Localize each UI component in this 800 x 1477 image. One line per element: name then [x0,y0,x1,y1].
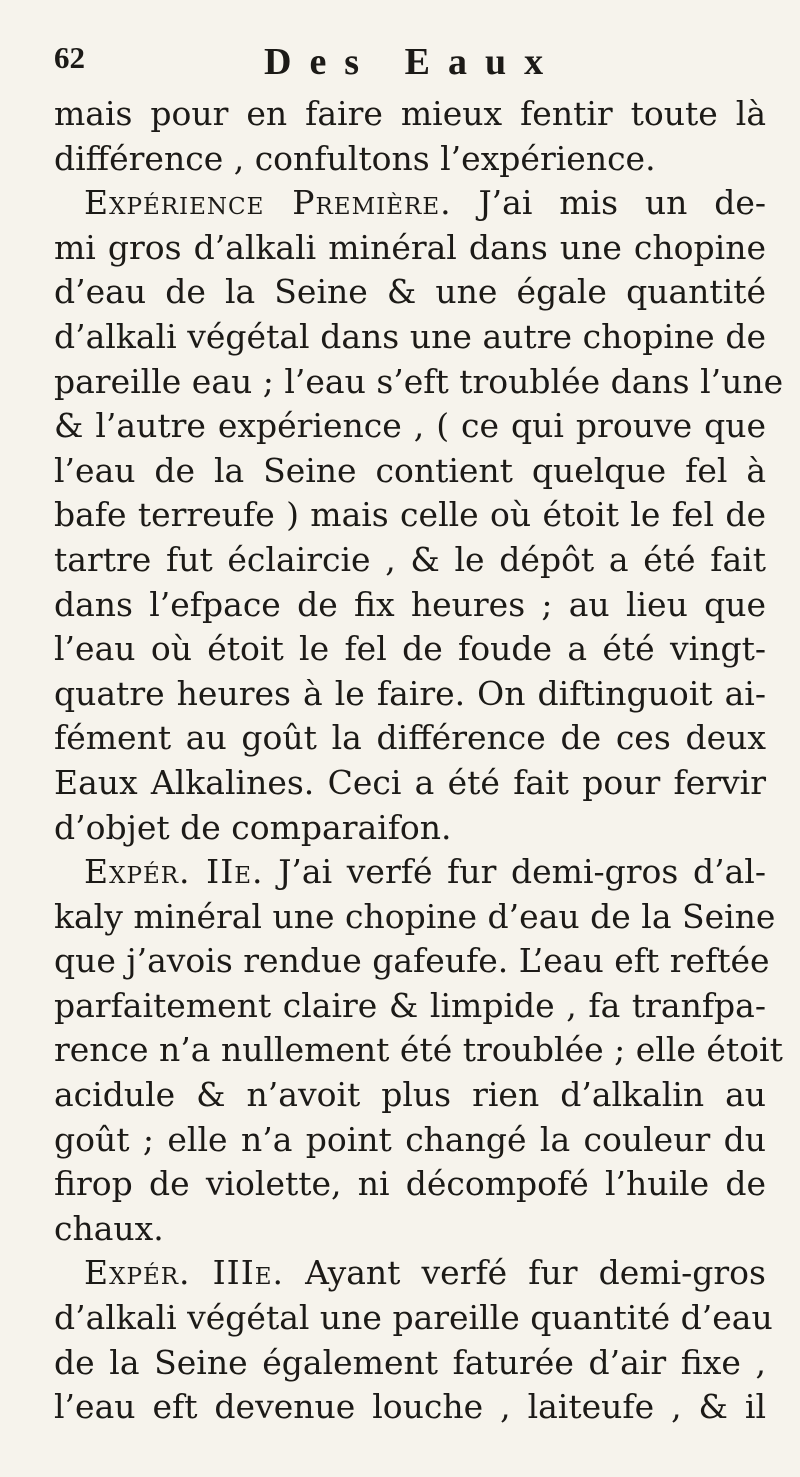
text-line: Expér. IIIe. Ayant verfé fur demi-gros [84,1253,766,1293]
text-line: fément au goût la différence de ces deux [54,718,766,758]
text-line: Expérience Première. J’ai mis un de- [84,183,766,223]
page-number: 62 [54,40,85,75]
text-line: parfaitement claire & limpide , fa tranfpa- [54,985,766,1025]
text-line: l’eau où étoit le fel de foude a été vingt- [54,629,766,669]
text-line: acidule & n’avoit plus rien d’alkalin au [54,1075,766,1115]
running-title: Des Eaux [264,41,562,83]
text-line: mi gros d’alkali minéral dans une chopine [54,227,766,267]
text-line: d’alkali végétal dans une autre chopine de [54,316,766,356]
experiment-heading: Expérience Première. [84,183,452,223]
text-line: dans l’efpace de fix heures ; au lieu que [54,584,766,624]
text-line: différence , confultons l’expérience. [54,138,656,178]
text-line: tartre fut éclaircie , & le dépôt a été fait [54,539,766,579]
text-line: de la Seine également faturée d’air fixe , [54,1342,766,1382]
text-line: l’eau de la Seine contient quelque fel à [54,450,766,490]
text-line: quatre heures à le faire. On diftinguoit ai- [54,673,766,713]
text-line: chaux. [54,1208,164,1248]
text-line: d’objet de comparaifon. [54,807,452,847]
page-header [54,40,760,90]
text-line: Eaux Alkalines. Ceci a été fait pour fervir [54,762,766,802]
text-line: mais pour en faire mieux fentir toute là [54,94,766,133]
body-text [54,92,784,1430]
text-line: firop de violette, ni décompofé l’huile de [54,1164,766,1204]
text-line: kaly minéral une chopine d’eau de la Seine [54,896,776,936]
text-line: pareille eau ; l’eau s’eft troublée dans l’une [54,361,784,401]
text-line: bafe terreufe ) mais celle où étoit le fel de [54,495,766,535]
text-line: Expér. IIe. J’ai verfé fur demi-gros d’al- [84,852,766,892]
text-line: d’eau de la Seine & une égale quantité [54,272,766,312]
experiment-heading: Expér. IIIe. [84,1253,285,1293]
text-line: & l’autre expérience , ( ce qui prouve que [54,406,766,446]
text-line: que j’avois rendue gafeufe. L’eau eft reftée [54,941,770,981]
experiment-heading: Expér. IIe. [84,852,264,892]
text-line: l’eau eft devenue louche , laiteufe , & il [54,1387,766,1427]
text-line: d’alkali végétal une pareille quantité d’eau [54,1298,773,1338]
text-line: goût ; elle n’a point changé la couleur du [54,1119,766,1159]
text-line: rence n’a nullement été troublée ; elle étoit [54,1030,783,1070]
